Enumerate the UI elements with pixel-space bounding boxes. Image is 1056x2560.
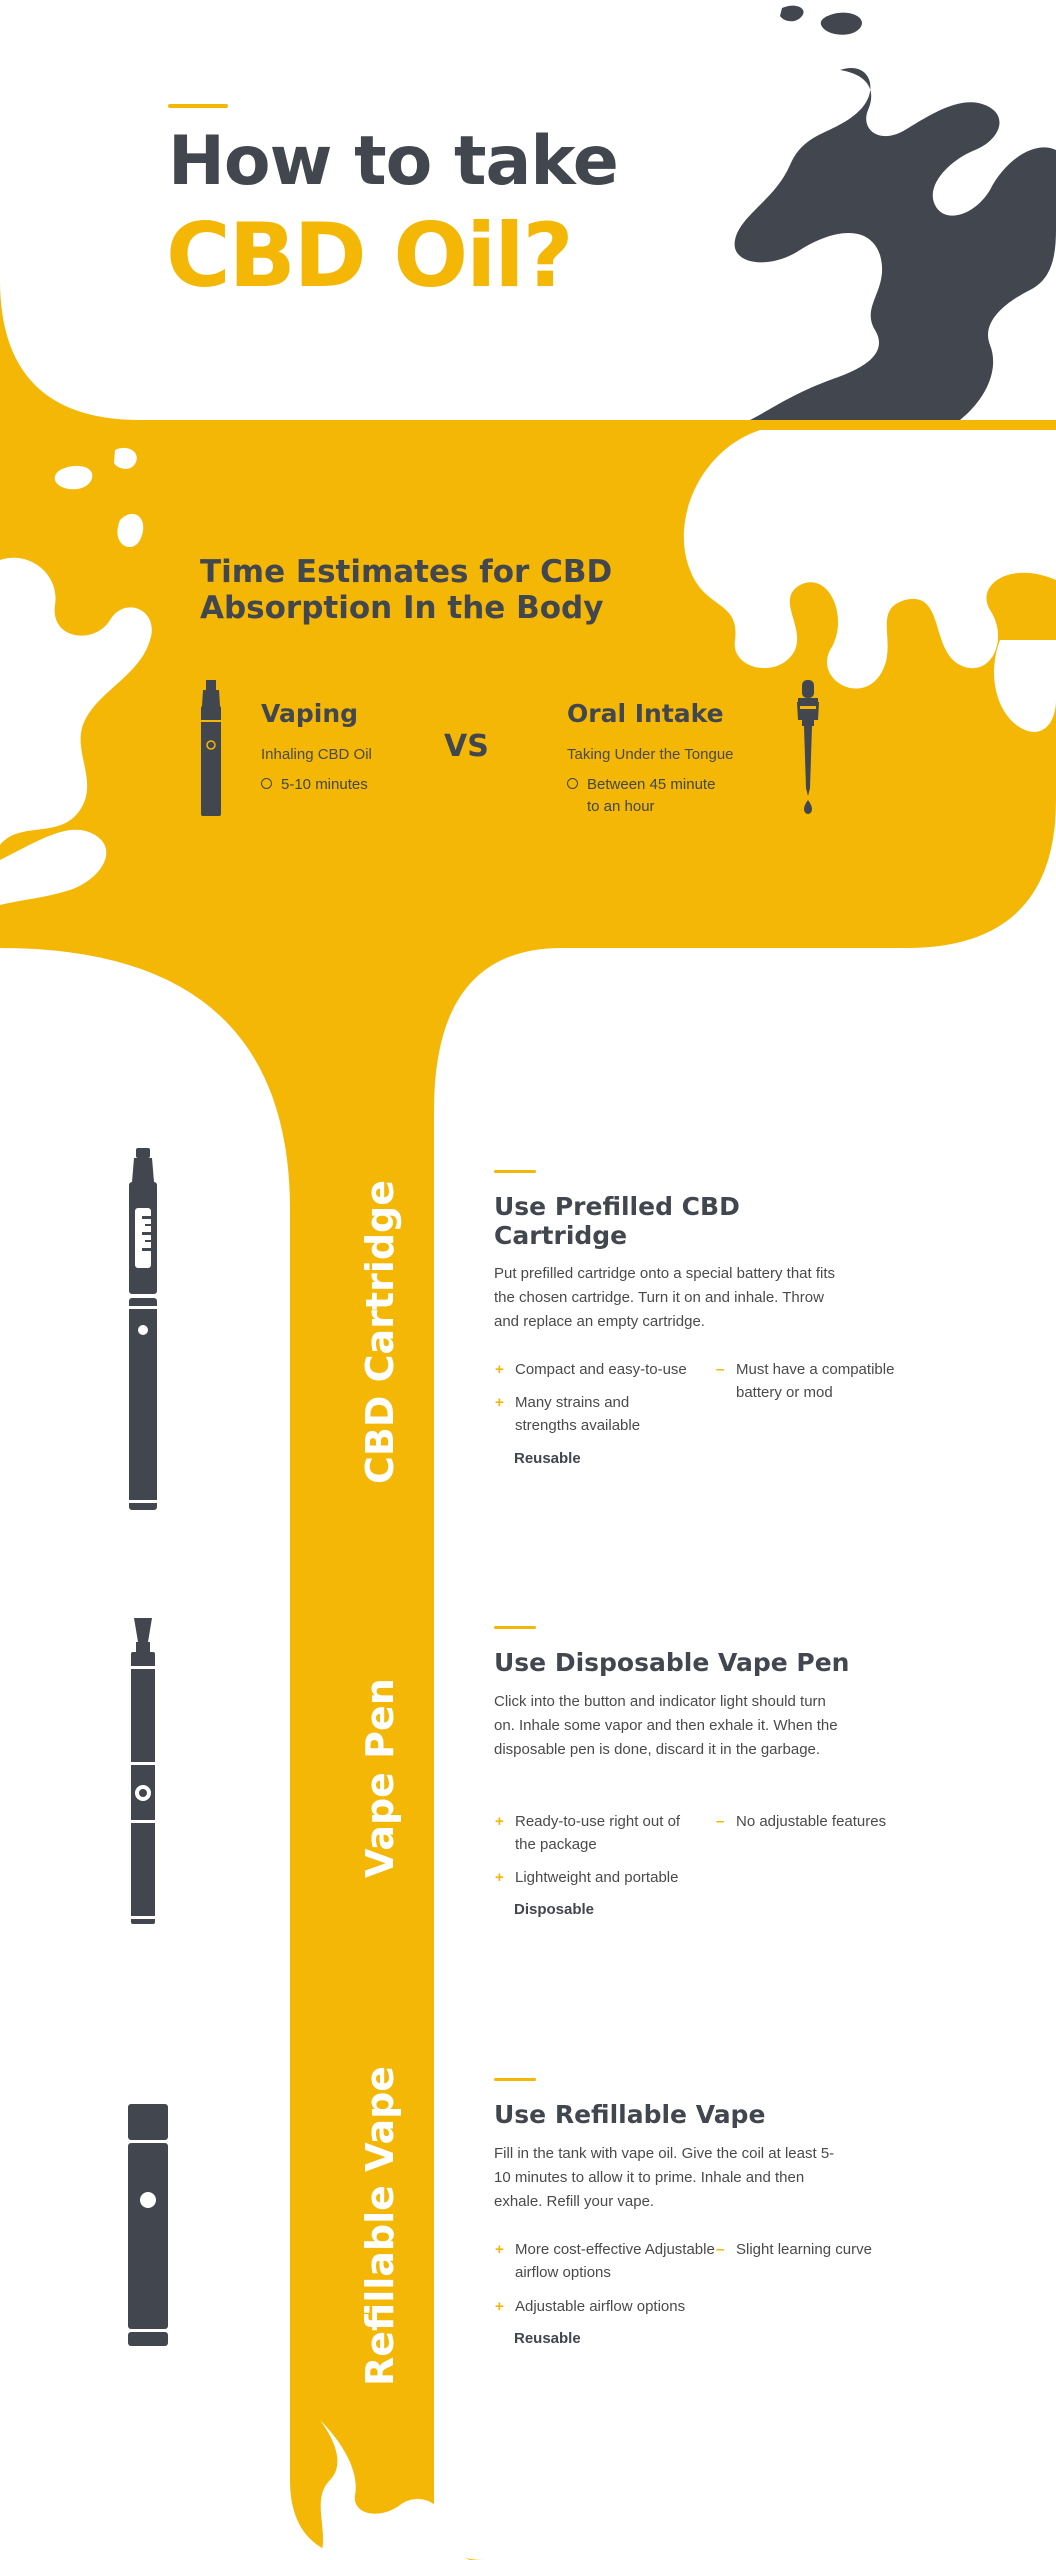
method-tag-refillable: Reusable <box>514 2330 581 2347</box>
oral-intake-label: Oral Intake <box>567 699 724 728</box>
pro-text: More cost-effective Adjustable airflow options <box>515 2241 715 2281</box>
method-description-cartridge: Put prefilled cartridge onto a special battery that fits the chosen cartridge. Turn it on and inhale. Throw and replace an empty cartridge. <box>494 1265 836 1330</box>
vaping-subtitle: Inhaling CBD Oil <box>261 746 372 763</box>
method-accent-line <box>494 2078 536 2081</box>
method-vertical-label-pen: Vape Pen <box>358 1678 402 1878</box>
pro-item <box>495 1810 685 1856</box>
pro-item <box>495 1866 715 1889</box>
refillable-vape-icon <box>126 2104 170 2346</box>
dark-drop-1 <box>821 13 862 35</box>
con-text: Must have a compatible battery or mod <box>736 1361 895 1401</box>
con-item <box>716 1810 916 1833</box>
header-accent-line <box>168 104 228 108</box>
method-title-pen: Use Disposable Vape Pen <box>494 1648 850 1677</box>
plus-icon: + <box>495 2298 504 2315</box>
page-title-line2: CBD Oil? <box>166 204 572 307</box>
method-accent-line <box>494 1626 536 1629</box>
method-tag-pen: Disposable <box>514 1901 595 1918</box>
method-description-refillable: Fill in the tank with vape oil. Give the coil at least 5-10 minutes to allow it to prime. Inhale and then exhale. Refill your vape. <box>494 2145 835 2210</box>
con-item <box>716 1358 916 1404</box>
con-item <box>716 2238 916 2261</box>
vaping-label: Vaping <box>261 699 359 728</box>
con-text: No adjustable features <box>736 1813 887 1830</box>
page-title-line1: How to take <box>168 122 618 201</box>
method-vertical-label-cartridge: CBD Cartridge <box>358 1180 402 1484</box>
method-description-pen: Click into the button and indicator light should turn on. Inhale some vapor and then exhale it. When the disposable pen is done, discard it in the garbage. <box>494 1693 838 1758</box>
pro-item <box>495 1358 715 1381</box>
plus-icon: + <box>495 1361 504 1378</box>
pro-text: Adjustable airflow options <box>515 2298 686 2315</box>
plus-icon: + <box>495 1813 504 1830</box>
plus-icon: + <box>495 1394 504 1411</box>
dark-splash <box>735 68 1056 420</box>
plus-icon: + <box>495 1869 504 1886</box>
method-tag-cartridge: Reusable <box>514 1450 581 1467</box>
method-vertical-label-refillable: Refillable Vape <box>358 2065 402 2386</box>
dark-drop-2 <box>780 6 804 22</box>
vs-label: VS <box>444 729 489 764</box>
cbd-cartridge-icon <box>126 1148 160 1514</box>
clock-icon <box>567 778 578 789</box>
method-accent-line <box>494 1170 536 1173</box>
pro-item <box>495 2238 715 2284</box>
con-text: Slight learning curve <box>736 2241 872 2258</box>
oral-intake-time <box>587 774 715 818</box>
pro-item <box>495 2295 715 2318</box>
pro-item <box>495 1391 665 1437</box>
method-title-cartridge: Use Prefilled CBD Cartridge <box>494 1192 740 1250</box>
dropper-icon <box>790 680 826 814</box>
oral-intake-time-line1: Between 45 minute <box>587 776 716 793</box>
vape-pen-icon <box>126 1618 160 1928</box>
vape-cartridge-icon <box>198 680 224 816</box>
dark-drop-3 <box>1018 156 1046 184</box>
method-title-refillable: Use Refillable Vape <box>494 2100 766 2129</box>
pro-text: Ready-to-use right out of the package <box>515 1813 681 1853</box>
clock-icon <box>261 778 272 789</box>
pro-text: Compact and easy-to-use <box>515 1361 687 1378</box>
minus-icon: – <box>716 2241 725 2258</box>
minus-icon: – <box>716 1813 725 1830</box>
estimates-title: Time Estimates for CBD Absorption In the Body <box>200 554 613 626</box>
vaping-time: 5-10 minutes <box>281 776 368 793</box>
oral-intake-subtitle: Taking Under the Tongue <box>567 746 734 763</box>
pro-text: Lightweight and portable <box>515 1869 679 1886</box>
pro-text: Many strains and strengths available <box>515 1394 641 1434</box>
white-drop-2 <box>114 448 137 469</box>
plus-icon: + <box>495 2241 504 2258</box>
oral-intake-time-line2: to an hour <box>587 798 655 815</box>
minus-icon: – <box>716 1361 725 1378</box>
